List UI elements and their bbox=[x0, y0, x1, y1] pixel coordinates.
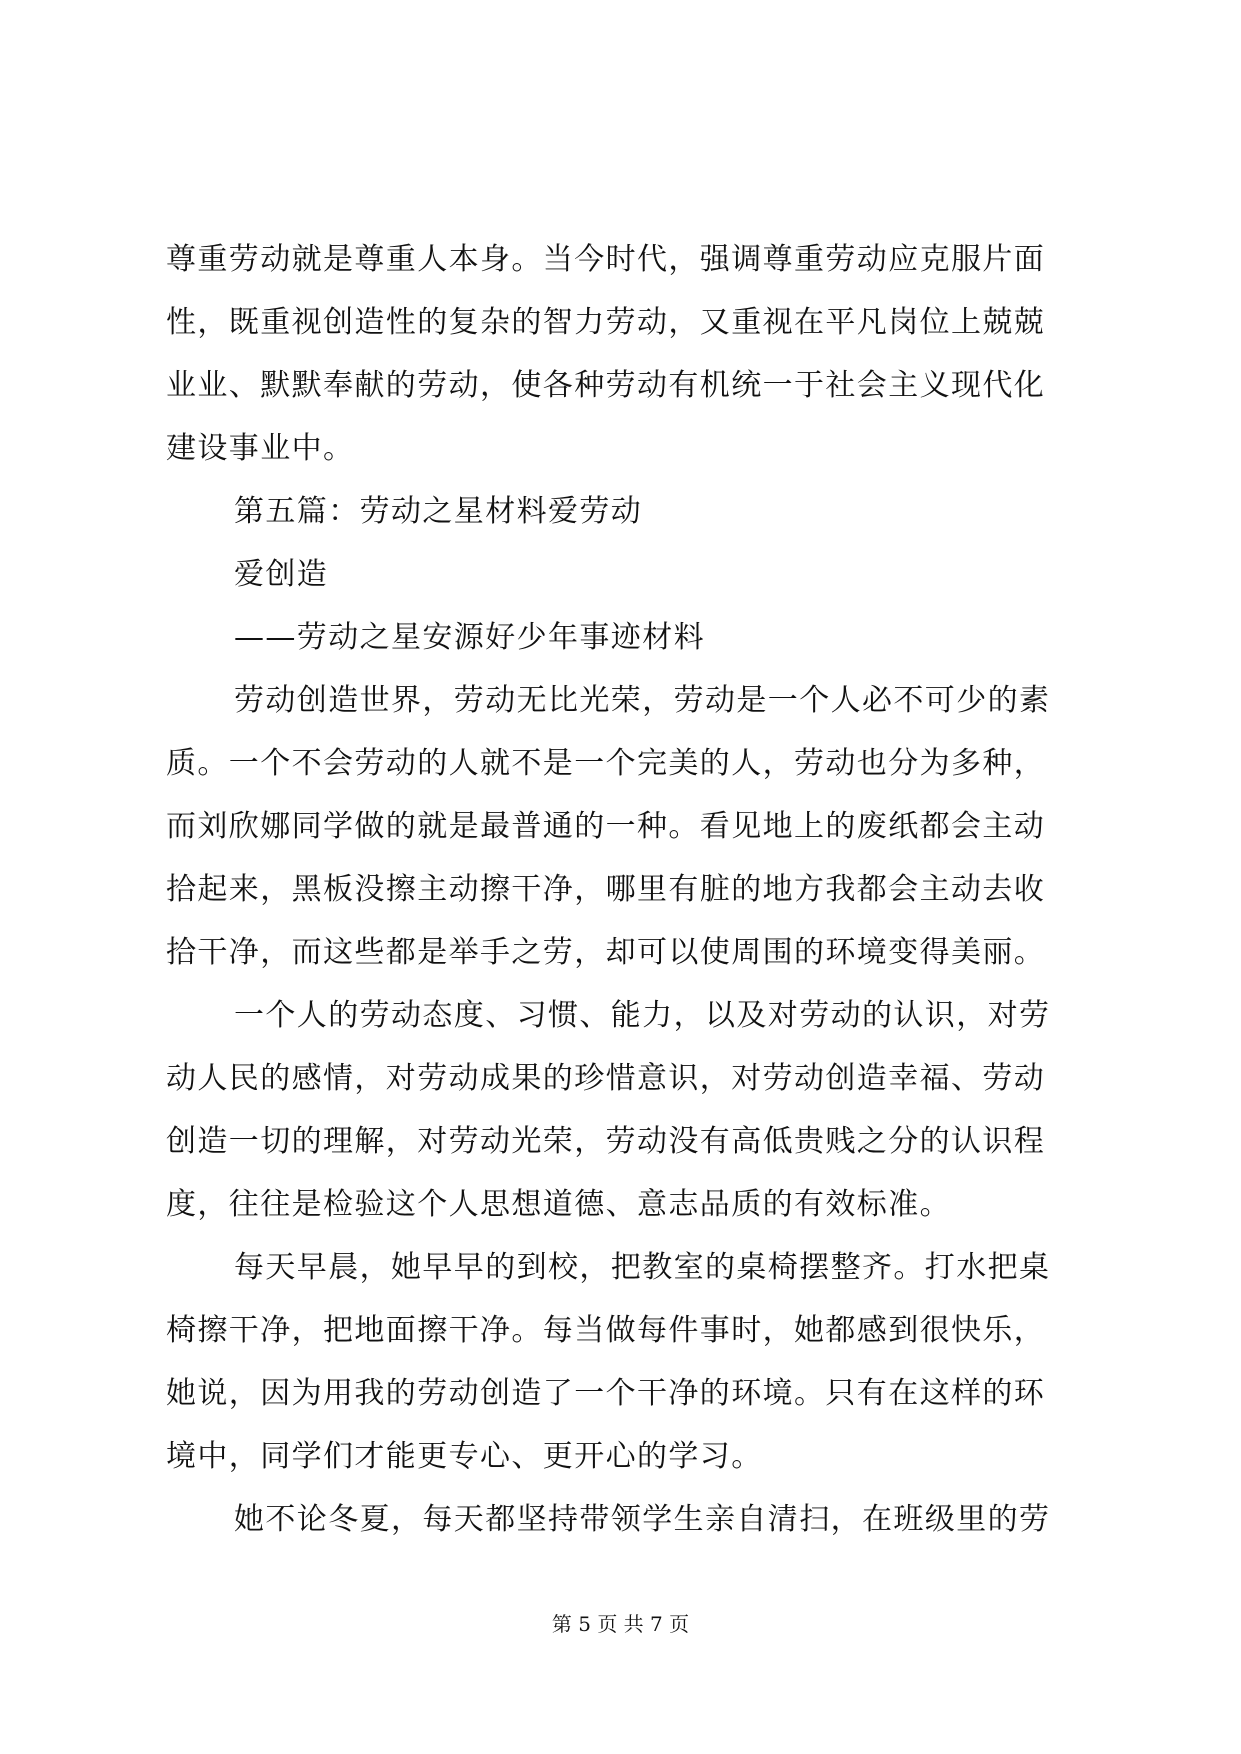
text-line: 尊重劳动就是尊重人本身。当今时代，强调尊重劳动应克服片面 bbox=[166, 242, 1046, 277]
text-line: 一个人的劳动态度、习惯、能力，以及对劳动的认识，对劳 bbox=[234, 998, 1051, 1033]
text-line: 第五篇：劳动之星材料爱劳动 bbox=[234, 494, 643, 529]
text-line: 爱创造 bbox=[234, 557, 329, 592]
document-body bbox=[166, 228, 1076, 1551]
text-line: ——劳动之星安源好少年事迹材料 bbox=[234, 620, 705, 655]
text-line: 椅擦干净，把地面擦干净。每当做每件事时，她都感到很快乐， bbox=[166, 1313, 1046, 1348]
text-line: 建设事业中。 bbox=[166, 431, 355, 466]
text-line: 创造一切的理解，对劳动光荣，劳动没有高低贵贱之分的认识程 bbox=[166, 1124, 1046, 1159]
text-line: 质。一个不会劳动的人就不是一个完美的人，劳动也分为多种， bbox=[166, 746, 1046, 781]
page-footer: 第 5 页 共 7 页 bbox=[551, 1612, 690, 1636]
text-line: 拾干净，而这些都是举手之劳，却可以使周围的环境变得美丽。 bbox=[166, 935, 1046, 970]
text-line: 她说，因为用我的劳动创造了一个干净的环境。只有在这样的环 bbox=[166, 1376, 1046, 1411]
text-line: 而刘欣娜同学做的就是最普通的一种。看见地上的废纸都会主动 bbox=[166, 809, 1046, 844]
text-line: 动人民的感情，对劳动成果的珍惜意识，对劳动创造幸福、劳动 bbox=[166, 1061, 1046, 1096]
text-line: 度，往往是检验这个人思想道德、意志品质的有效标准。 bbox=[166, 1187, 951, 1222]
text-line: 劳动创造世界，劳动无比光荣，劳动是一个人必不可少的素 bbox=[234, 683, 1051, 718]
text-line: 业业、默默奉献的劳动，使各种劳动有机统一于社会主义现代化 bbox=[166, 368, 1046, 403]
text-line: 性，既重视创造性的复杂的智力劳动，又重视在平凡岗位上兢兢 bbox=[166, 305, 1046, 340]
text-line: 拾起来，黑板没擦主动擦干净，哪里有脏的地方我都会主动去收 bbox=[166, 872, 1046, 907]
text-line: 境中，同学们才能更专心、更开心的学习。 bbox=[166, 1439, 763, 1474]
text-line: 每天早晨，她早早的到校，把教室的桌椅摆整齐。打水把桌 bbox=[234, 1250, 1051, 1285]
text-line: 她不论冬夏，每天都坚持带领学生亲自清扫，在班级里的劳 bbox=[234, 1502, 1051, 1537]
